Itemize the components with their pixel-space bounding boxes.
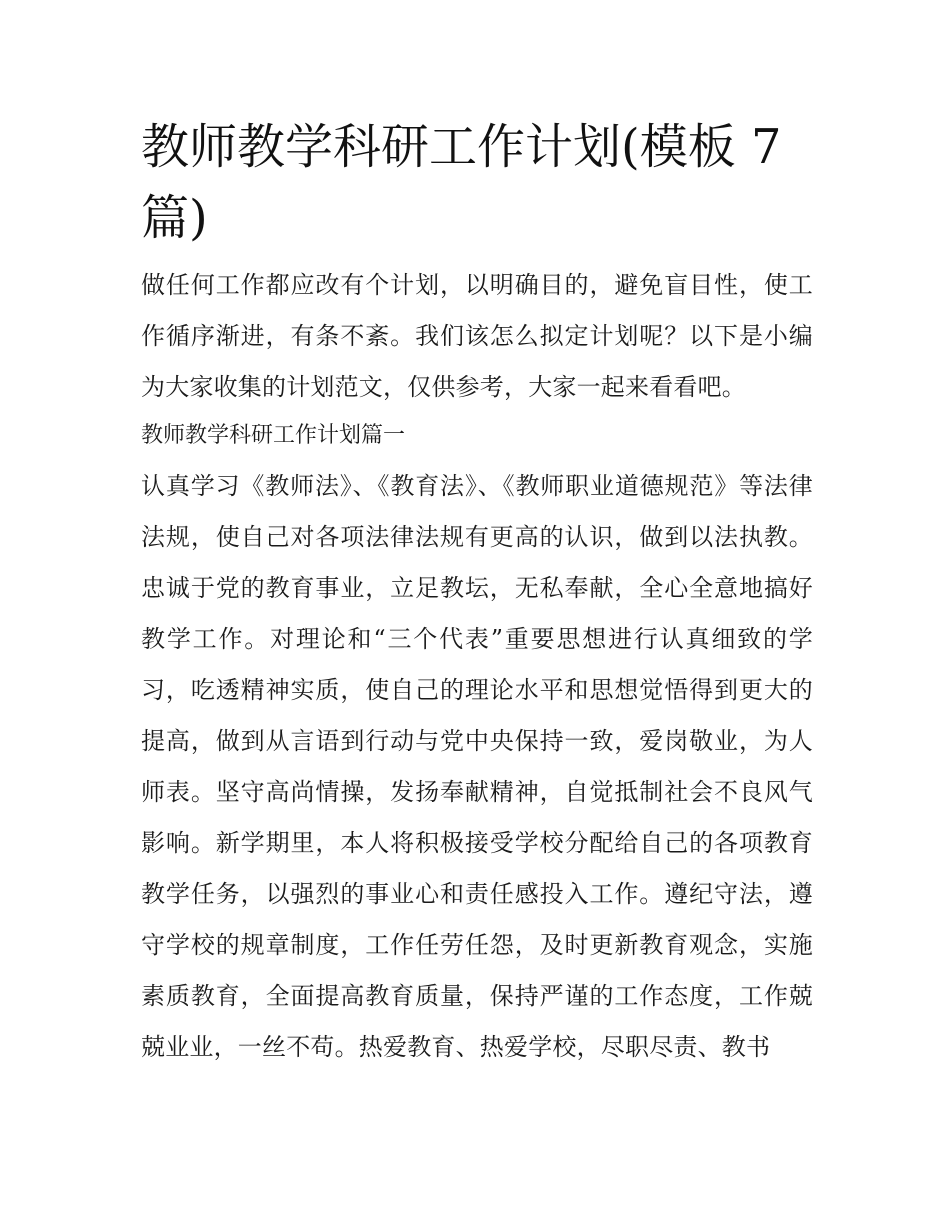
intro-paragraph: 做任何工作都应改有个计划，以明确目的，避免盲目性，使工作循序渐进，有条不紊。我们该怎么拟定计划呢？以下是小编为大家收集的计划范文，仅供参考，大家一起来看看吧。 — [141, 271, 813, 401]
section-heading: 教师教学科研工作计划篇一 — [141, 423, 406, 448]
document-content — [141, 112, 813, 1073]
document-title: 教师教学科研工作计划(模板 7 篇) — [141, 119, 782, 246]
body-paragraph: 认真学习《教师法》、《教育法》、《教师职业道德规范》等法律法规，使自己对各项法律法规有更高的认识，做到以法执教。忠诚于党的教育事业，立足教坛，无私奉献，全心全意地搞好教学工作。对理论和“三个代表”重要思想进行认真细致的学习，吃透精神实质，使自己的理论水平和思想觉悟得到更大的提高，做到从言语到行动与党中央保持一致，爱岗敬业，为人师表。坚守高尚情操，发扬奉献精神，自觉抵制社会不良风气影响。新学期里，本人将积极接受学校分配给自己的各项教育教学任务，以强烈的事业心和责任感投入工作。遵纪守法，遵守学校的规章制度，工作任劳任怨，及时更新教育观念，实施素质教育，全面提高教育质量，保持严谨的工作态度，工作兢兢业业，一丝不苟。热爱教育、热爱学校，尽职尽责、教书 — [141, 472, 813, 1061]
